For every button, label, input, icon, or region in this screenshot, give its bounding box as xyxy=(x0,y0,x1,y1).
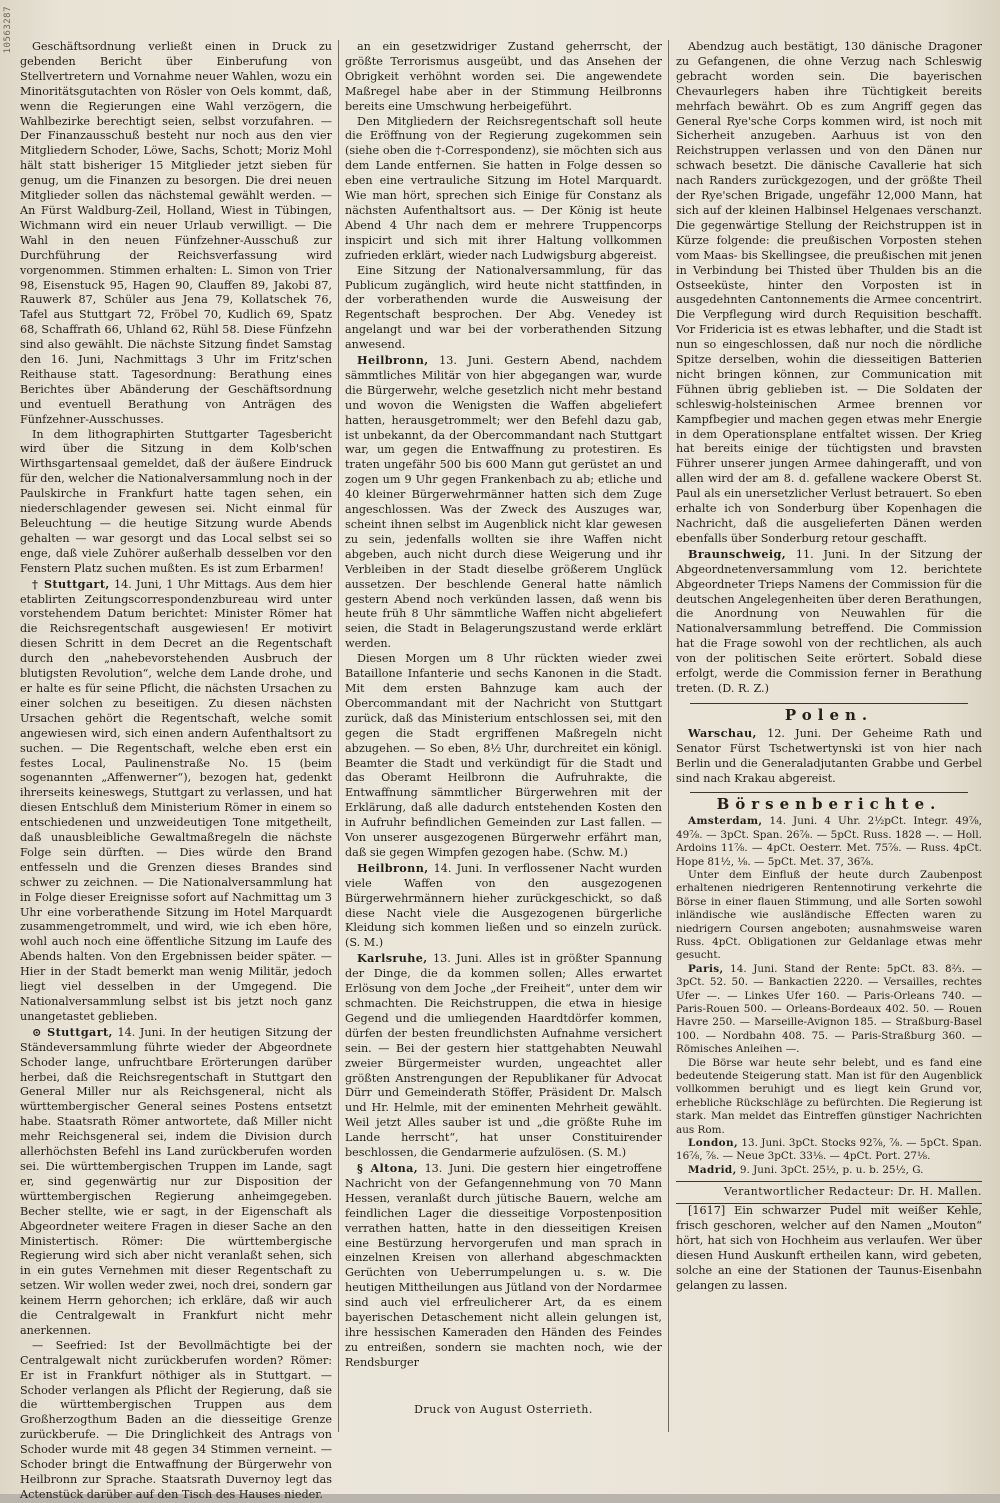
article-text: Die Börse war heute sehr belebt, und es fand eine bedeutende Steigerung statt. Man ist für den Augenblick vollkommen beruhigt und es liegt kein Grund vor, erhebliche Rückschläge zu befürchten. Die Regierung ist stark. Man meldet das Eintreffen günstiger Nachrichten aus Rom. xyxy=(676,1056,982,1136)
article-paragraph xyxy=(345,951,662,1161)
market-report xyxy=(676,1164,982,1177)
article-paragraph xyxy=(676,726,982,787)
article-text: 14. Juni. 4 Uhr. 2½pCt. Integr. 49⅞, 49⅞. — 3pCt. Span. 26⅞. — 5pCt. Russ. 1828 —. — Holl. Ardoins 11⅞. — 4pCt. Oesterr. Met. 75⅞. — Russ. 4pCt. Hope 81½, ⅛. — 5pCt. Met. 37, 36⅞. xyxy=(676,815,982,868)
article-paragraph xyxy=(345,861,662,951)
article-dateline: ⊙ Stuttgart, xyxy=(32,1024,113,1039)
market-report xyxy=(676,963,982,1057)
article-paragraph xyxy=(20,1025,332,1339)
section-heading: Polen. xyxy=(784,705,874,724)
article-paragraph xyxy=(676,40,982,547)
market-section xyxy=(676,815,982,1177)
article-text: Den Mitgliedern der Reichsregentschaft soll heute die Eröffnung von der Regierung zugekommen sein (siehe oben die †-Correspondenz), sie möchten sich aus dem Lande entfernen. Sie hatten in Folge dessen so eben eine vertrauliche Sitzung im Hotel Marquardt. Wie man hört, sprechen sich Einige für Constanz als nächsten Aufenthaltsort aus. — Der König ist heute Abend 4 Uhr nach dem er mehrere Truppencorps inspicirt und sich mit ihrer Haltung vollkommen zufrieden erklärt, wieder nach Ludwigsburg abgereist. xyxy=(345,114,662,262)
article-paragraph xyxy=(345,353,662,652)
article-dateline: Heilbronn, xyxy=(357,860,429,875)
article-dateline: Karlsruhe, xyxy=(357,951,428,966)
article-text: 13. Juni. Alles ist in größter Spannung der Dinge, die da kommen sollen; Alles erwartet Erlösung von dem Joche „der Freiheit“, unter dem wir schmachten. Die Reichstruppen, die etwa in hiesige Gegend und die umliegenden Haardtdörfer kommen, dürfen der besten freundlichsten Aufnahme versichert sein. — Bei der gestern hier stattgehabten Neuwahl zweier Bürgermeister wurden, ungeachtet aller größten Anstrengungen der Republikaner für Advocat Dürr und Gemeinderath Stöffer, Präsident Dr. Malsch und Hr. Helmle, mit der eminenten Mehrheit gewählt. Weil jetzt Alles sauber ist und „die größte Ruhe im Lande herrscht“, hat unser Constituirender beschlossen, die Gendarmerie aufzulösen. (S. M.) xyxy=(345,952,662,1160)
article-dateline: § Altona, xyxy=(357,1160,419,1175)
article-text: 13. Juni. Gestern Abend, nachdem sämmtliches Militär von hier abgegangen war, wurde die Bürgerwehr, welche gesetzlich nicht mehr bestand und wovon die Wenigsten die Waffen abgeliefert hatten, herausgetrommelt; wer den Befehl dazu gab, ist unbekannt, da der Obercommandant nach Stuttgart war, um gegen die Entwaffnung zu protestiren. Es traten ungefähr 500 bis 600 Mann gut gerüstet an und zogen um 9 Uhr gegen Frankenbach zu ab; etliche und 40 kleiner Bürgerwehrmänner hatten sich dem Zuge angeschlossen. Was der Zweck des Auszuges war, scheint ihnen selbst im Augenblick nicht klar gewesen zu sein, jedenfalls wollten sie ihre Waffen nicht abgeben, auch nicht durch diese Weigerung und ihr Verbleiben in der Stadt dieselbe größerem Unglück aussetzen. Der beschlende General hatte nämlich gestern Abend noch verkünden lassen, daß wenn bis heute früh 8 Uhr sämmtliche Waffen nicht abgeliefert seien, die Stadt in Belagerungszustand werde erklärt werden. xyxy=(345,354,662,651)
article-dateline: Amsterdam, xyxy=(688,815,763,828)
article-paragraph xyxy=(20,428,332,577)
article-text: 14. Juni. In verflossener Nacht wurden viele Waffen von den ausgezogenen Bürgerwehrmännern hieher zurückgeschickt, so daß diese Nacht viele die Ausgezogenen bürgerliche Kleidung sich kommen ließen und so einzeln zurück. (S. M.) xyxy=(345,861,662,950)
article-dateline: Paris, xyxy=(688,962,724,975)
article-text: 9. Juni. 3pCt. 25½, p. u. b. 25½, G. xyxy=(739,1163,924,1176)
article-paragraph xyxy=(676,547,982,697)
article-text: Diesen Morgen um 8 Uhr rückten wieder zwei Bataillone Infanterie und sechs Kanonen in die Stadt. Mit dem ersten Bahnzuge kam auch der Obercommandant mit der Nachricht von Stuttgart zurück, daß das Ministerium entschlossen sei, mit den gegen die Stadt ergriffenen Maßregeln nicht abzugehen. — So eben, 8½ Uhr, durchreitet ein königl. Beamter die Stadt und verkündigt für die Stadt und das Oberamt Heilbronn die Aufruhrakte, die Entwaffnung sämmtlicher Bürgerwehren mit der Erklärung, daß alle dadurch entstehenden Kosten den in Aufruhr befindlichen Gemeinden zur Last fallen. — Von unserer ausgezogenen Bürgerwehr erfährt man, daß sie gegen Wimpfen gezogen habe. (Schw. M.) xyxy=(345,652,662,859)
article-text: 12. Juni. Der Geheime Rath und Senator Fürst Tschetwertynski ist von hier nach Berlin und die Generaladjutanten Grabbe und Gerbel sind nach Krakau abgereist. xyxy=(676,726,982,785)
article-paragraph xyxy=(345,40,662,115)
article-dateline: Warschau, xyxy=(688,725,757,740)
article-text: Unter dem Einfluß der heute durch Zaubenpost erhaltenen niedrigeren Rentennotirung verkehrte die Börse in einer flauen Stimmung, und alle Sorten sowohl inländische wie ausländische Effecten waren zu niedrigern Coursen angeboten; ausnahmsweise waren Russ. 4pCt. Obligationen zur Geldanlage etwas mehr gesucht. xyxy=(676,868,982,962)
article-paragraph xyxy=(20,40,332,428)
column-2 xyxy=(345,40,662,1370)
column-1 xyxy=(20,40,333,1501)
market-report xyxy=(676,1057,982,1137)
section-divider xyxy=(690,792,968,793)
printer-imprint: Druck von August Osterrieth. xyxy=(414,1403,593,1416)
article-paragraph xyxy=(345,652,662,861)
archive-id: 10563287 xyxy=(3,6,13,54)
section-divider xyxy=(690,703,968,704)
column-3-articles xyxy=(676,40,982,1177)
article-dateline: Heilbronn, xyxy=(357,353,429,368)
article-paragraph xyxy=(345,1161,662,1371)
article-text: 14. Juni. In der heutigen Sitzung der Ständeversammlung führte wieder der Abgeordnete Schoder lange, unfruchtbare Erörterungen darüber herbei, daß die Reichsregentschaft in Stuttgart den General Miller nur als Reichsgeneral, nicht als württembergischer General seines Postens entsetzt habe. Staatsrath Römer antwortete, daß Miller nicht mehr Reichsgeneral sei, indem die Division durch allerhöchsten Befehl ins Land zurückberufen worden sei. Die württembergischen Truppen im Lande, sagt er, sind gegenwärtig nur zur Disposition der württembergischen Regierung anheimgegeben. Becher stellte, wie er sagt, in der Eigenschaft als Abgeordneter weitere Fragen in dieser Sache an den Ministertisch. Römer: Die württembergische Regierung wird sich aber nicht veranlaßt sehen, sich in ein gutes Vernehmen mit dieser Regentschaft zu setzen. Wir wollen weder zwei, noch drei, sondern gar keinem Herrn gehorchen; ich erkläre, daß wir auch die Centralgewalt in Frankfurt nicht mehr anerkennen. xyxy=(20,1025,332,1337)
article-dateline: † Stuttgart, xyxy=(32,576,110,591)
article-text: 13. Juni. 3pCt. Stocks 92⅞, ⅞. — 5pCt. Span. 16⅞, ⅞. — Neue 3pCt. 33⅛. — 4pCt. Port. 27⅛. xyxy=(676,1137,982,1163)
article-paragraph xyxy=(345,264,662,353)
article-text: Geschäftsordnung verließt einen in Druck zu gebenden Bericht über Einberufung von Stellvertretern und Vornahme neuer Wahlen, wozu ein Minoritätsgutachten von Rösler von Oels kommt, daß, wenn die Regierungen eine Wahl verzögern, die Wahlbezirke berechtigt seien, selbst vorzufahren. — Der Finanzausschuß besteht nur noch aus den vier Mitgliedern Schoder, Löwe, Sachs, Schott; Moriz Mohl hält statt bisheriger 15 Mitglieder jetzt sieben für genug, um die Finanzen zu besorgen. Die drei neuen Mitglieder sollen das nächstemal gewählt werden. — An Fürst Waldburg-Zeil, Holland, Wiest in Tübingen, Wichmann wird ein neuer Urlaub verwilligt. — Die Wahl in den neuen Fünfzehner-Ausschuß zur Durchführung der Reichsverfassung wird vorgenommen. Stimmen erhalten: L. Simon von Trier 98, Eisenstuck 95, Hagen 90, Clauffen 89, Jakobi 87, Rauwerk 87, Schüler aus Jena 79, Kollatschek 76, Tafel aus Stuttgart 72, Fröbel 70, Kudlich 69, Spatz 68, Schaffrath 66, Uhland 62, Rühl 58. Diese Fünfzehn sind also gewählt. Die nächste Sitzung findet Samstag den 16. Juni, Nachmittags 3 Uhr im Fritz'schen Reithause statt. Tagesordnung: Berathung eines Berichtes über Abänderung der Geschäftsordnung und eventuell Berathung von Anträgen des Fünfzehner-Ausschusses. xyxy=(20,40,332,426)
editor-line: Verantwortlicher Redacteur: Dr. H. Mallen. xyxy=(676,1181,982,1204)
article-paragraph xyxy=(20,577,332,1025)
market-report xyxy=(676,869,982,963)
market-report xyxy=(676,815,982,869)
article-text: In dem lithographirten Stuttgarter Tagesbericht wird über die Sitzung in dem Kolb'schen Wirthsgartensaal gemeldet, daß der äußere Eindruck für den, welcher die Nationalversammlung noch in der Paulskirche in Frankfurt hatte tagen sehen, ein niederschlagender gewesen sei. Nicht einmal für Beleuchtung — die heutige Sitzung wurde Abends gehalten — war gesorgt und das Local selbst sei so enge, daß viele Zuhörer außerhalb desselben vor den Fenstern Platz suchen mußten. Es ist zum Erbarmen! xyxy=(20,427,332,575)
article-text: Abendzug auch bestätigt, 130 dänische Dragoner zu Gefangenen, die ohne Verzug nach Schleswig gebracht worden sein. Die bayerischen Chevaurlegers haben ihre Tüchtigkeit bereits mehrfach bewährt. Ob es zum Angriff gegen das General Rye'sche Corps kommen wird, ist noch mit Sicherheit anzugeben. Aarhuus ist von den Reichstruppen verlassen und von den Dänen nur schwach besetzt. Die dänische Cavallerie hat sich nach Randers zurückgezogen, und der größte Theil der Rye'schen Brigade, ungefähr 12,000 Mann, hat sich auf der kleinen Halbinsel Helgenaes verschanzt. Die gegenwärtige Stellung der Reichstruppen ist in Kürze folgende: die preußischen Vorposten stehen vom Maas- bis Skellingsee, die preußischen mit jenen in Verbindung bei Thisted über Thulden bis an die Ostseeküste, hinter den Vorposten ist in ausgedehnten Cantonnements die Armee concentrirt. Die Verpflegung wird durch Requisition beschafft. Vor Fridericia ist es etwas lebhafter, und die Stadt ist nun so eingeschlossen, daß nur noch die nördliche Spitze derselben, wohin die diesseitigen Batterien nicht bringen können, zur Communication mit Fühnen übrig geblieben ist. — Die Soldaten der schleswig-holsteinischen Armee brennen vor Kampfbegier und machen gegen etwas mehr Energie in dem Operationsplane entfaltet wissen. Der Krieg hat bereits einige der tüchtigsten und bravsten Führer unserer jungen Armee dahingerafft, und von allen wird der am 8. d. gefallene wackere Oberst St. Paul als ein unersetzlicher Verlust betrauert. So eben erhalte ich von Sonderburg über Kopenhagen die Nachricht, daß die ausgelieferten Dänen werden ebenfalls über Sonderburg retour geschafft. xyxy=(676,40,982,545)
market-report xyxy=(676,1137,982,1164)
column-divider xyxy=(338,40,339,1432)
article-text: 13. Juni. Die gestern hier eingetroffene Nachricht von der Gefangennehmung von 70 Mann Hessen, veranlaßt durch jütische Bauern, welche am feindlichen Lager die diesseitige Vorpostenposition verrathen hatten, hatte in den diesseitigen Kreisen eine Bestürzung hervorgerufen und man sprach in einzelnen Kreisen von allerhand abgeschmackten Gerüchten von Ueberrumpelungen u. s. w. Die heutigen Mittheilungen aus Jütland von der Nordarmee sind auch viel erfreulicherer Art, da es einem bayerischen Detaschement nicht allein gelungen ist, ihre hessischen Kameraden den Händen des Feindes zu entreißen, sondern sie machten noch, wie der Rendsburger xyxy=(345,1161,662,1369)
article-text: an ein gesetzwidriger Zustand geherrscht, der größte Terrorismus ausgeübt, und das Ansehen der Obrigkeit verhöhnt worden sei. Die angewendete Maßregel habe aber in der Stimmung Heilbronns bereits eine Umschwung herbeigeführt. xyxy=(345,40,662,113)
article-text: — Seefried: Ist der Bevollmächtigte bei der Centralgewalt nicht zurückberufen worden? Römer: Er ist in Frankfurt nöthiger als in Stuttgart. — Schoder verlangen als Pflicht der Regierung, daß sie die württembergischen Truppen aus dem Großherzogthum Baden an die diesseitige Grenze zurückberufe. — Die Dringlichkeit des Antrags von Schoder wurde mit 48 gegen 34 Stimmen verneint. — Schoder bringt die Entwaffnung der Bürgerwehr von Heilbronn zur Sprache. Staatsrath Duvernoy legt das Actenstück darüber auf den Tisch des Hauses nieder. xyxy=(20,1338,332,1501)
article-text: 14. Juni, 1 Uhr Mittags. Aus dem hier etablirten Zeitungscorrespondenzbureau wird unter vorstehendem Datum berichtet: Minister Römer hat die Reichsregentschaft ausgewiesen! Er motivirt diesen Schritt in dem Decret an die Regentschaft durch den „nahebevorstehenden Ausbruch der blutigsten Revolution“, welche dem Lande drohe, und er halte es für seine Pflicht, die nächsten Ursachen zu einer solchen zu beseitigen. Zu diesen nächsten Ursachen gehört die Regentschaft, welche somit angewiesen wird, sich einen andern Aufenthaltsort zu suchen. — Die Regentschaft, welche eben erst ein festes Local, Paulinenstraße No. 15 (beim sogenannten „Affenwerner“), bezogen hat, gedenkt ihrerseits keineswegs, Stuttgart zu verlassen, und hat diesen Entschluß dem Ministerium Römer in einem so entschiedenen und unzweideutigen Tone mitgetheilt, daß unausbleibliche Gewaltmaßregeln die nächste Folge sein dürften. — Dies würde den Brand entfesseln und die Grenzen dieses Brandes sind schwer zu zeichnen. — Die Nationalversammlung hat in Folge dieser Ereignisse sofort auf Nachmittag um 3 Uhr eine vorberathende Sitzung im Hotel Marquardt zusammengetrommelt, und wird, wie ich eben höre, wohl auch noch eine öffentliche Sitzung im Laufe des Abends halten. Von den Ergebnissen beider später. — Hier in der Stadt bemerkt man wenig Militär, jedoch liegt viel desselben in der Umgegend. Die Nationalversammlung selbst ist bis jetzt noch ganz unangetastet geblieben. xyxy=(20,577,333,1023)
article-paragraph xyxy=(20,1339,332,1503)
article-dateline: London, xyxy=(688,1137,738,1150)
article-paragraph xyxy=(345,115,662,264)
section-heading: Börsenberichte. xyxy=(716,795,942,814)
article-text: 11. Juni. In der Sitzung der Abgeordnetenversammlung vom 12. berichtete Abgeordneter Trieps Namens der Commission für die deutschen Angelegenheiten über deren Berathungen, die Anordnung von Neuwahlen für die Nationalversammlung betreffend. Die Commission hat die Frage sowohl von der rechtlichen, als auch von der politischen Seite erörtert. Sobald diese erfolgt, werde die Commission ferner in Berathung treten. (D. R. Z.) xyxy=(676,547,982,695)
article-dateline: Madrid, xyxy=(688,1163,737,1176)
article-text: 14. Juni. Stand der Rente: 5pCt. 83. 8⅔. — 3pCt. 52. 50. — Bankactien 2220. — Versailles, rechtes Ufer —. — Linkes Ufer 160. — Paris-Orleans 740. — Paris-Rouen 500. — Orleans-Bordeaux 402. 50. — Rouen Havre 250. — Marseille-Avignon 185. — Straßburg-Basel 100. — Nordbahn 408. 75. — Paris-Straßburg 360. — Römisches Anleihen —. xyxy=(676,962,982,1056)
article-dateline: Braunschweig, xyxy=(688,546,787,561)
advertisement: [1617] Ein schwarzer Pudel mit weißer Kehle, frisch geschoren, welcher auf den Namen „Mouton“ hört, hat sich von Hochheim aus verlaufen. Wer über diesen Hund Auskunft ertheilen kann, wird gebeten, solche an eine der Stationen der Taunus-Eisenbahn gelangen zu lassen. xyxy=(676,1204,982,1292)
column-divider xyxy=(668,40,669,1432)
article-text: Eine Sitzung der Nationalversammlung, für das Publicum zugänglich, wird heute nicht stattfinden, in der vorberathenden wurde die Ausweisung der Regentschaft besprochen. Der Abg. Venedey ist angelangt und war bei der vorberathenden Sitzung anwesend. xyxy=(345,263,662,352)
column-3 xyxy=(676,40,982,1420)
